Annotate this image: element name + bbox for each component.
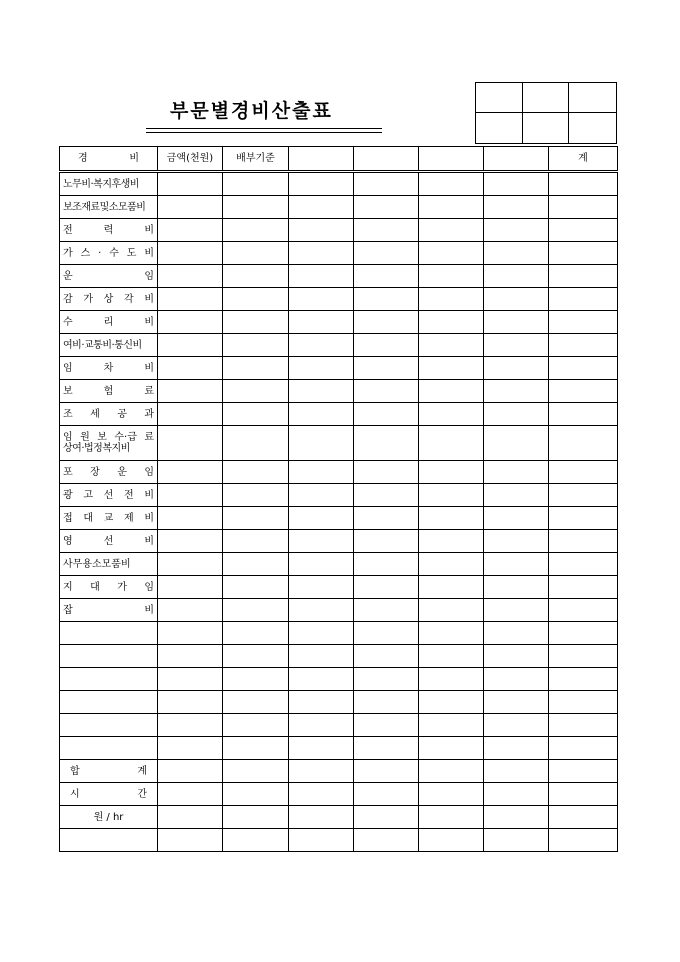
table-cell[interactable] [484, 668, 549, 691]
table-row-empty [60, 668, 618, 691]
table-row [60, 507, 618, 530]
table-cell[interactable] [354, 622, 419, 645]
table-cell[interactable] [223, 242, 289, 265]
table-cell[interactable] [419, 622, 484, 645]
table-cell[interactable] [549, 530, 618, 553]
table-row-empty [60, 622, 618, 645]
table-cell[interactable] [484, 645, 549, 668]
table-cell[interactable] [223, 426, 289, 461]
table-row [60, 242, 618, 265]
table-cell[interactable] [419, 461, 484, 484]
table-cell[interactable] [549, 380, 618, 403]
table-cell[interactable] [158, 507, 223, 530]
table-cell[interactable] [354, 334, 419, 357]
table-cell[interactable] [484, 288, 549, 311]
table-cell[interactable] [549, 806, 618, 829]
table-cell[interactable] [484, 576, 549, 599]
table-cell[interactable] [549, 484, 618, 507]
table-cell[interactable] [419, 599, 484, 622]
table-cell[interactable] [158, 530, 223, 553]
table-cell[interactable] [223, 507, 289, 530]
table-row-empty [60, 737, 618, 760]
table-cell[interactable] [289, 242, 354, 265]
table-row [60, 288, 618, 311]
table-cell[interactable] [223, 760, 289, 783]
table-cell[interactable] [289, 645, 354, 668]
table-cell[interactable] [354, 530, 419, 553]
table-cell[interactable] [549, 403, 618, 426]
table-cell[interactable] [158, 172, 223, 196]
per-hour-row [60, 806, 618, 829]
table-cell[interactable] [60, 645, 158, 668]
table-cell[interactable] [419, 714, 484, 737]
table-row-empty [60, 714, 618, 737]
header-row [60, 147, 618, 172]
table-cell[interactable] [223, 288, 289, 311]
approval-cell[interactable] [569, 113, 616, 143]
table-cell[interactable] [419, 783, 484, 806]
table-cell[interactable] [354, 311, 419, 334]
table-cell[interactable] [223, 403, 289, 426]
table-cell[interactable] [289, 668, 354, 691]
table-cell[interactable] [354, 265, 419, 288]
table-cell[interactable] [158, 783, 223, 806]
table-cell[interactable] [158, 622, 223, 645]
table-cell[interactable] [549, 599, 618, 622]
table-cell[interactable] [354, 691, 419, 714]
row-label: 보 험 료 [60, 380, 158, 403]
approval-cell[interactable] [476, 83, 523, 113]
table-cell[interactable] [158, 311, 223, 334]
table-cell[interactable] [549, 288, 618, 311]
table-cell[interactable] [354, 484, 419, 507]
table-cell[interactable] [419, 691, 484, 714]
table-cell[interactable] [419, 172, 484, 196]
hours-label: 시 간 [60, 783, 158, 806]
row-label-line: 상여·법정복지비 [63, 443, 130, 454]
table-cell[interactable] [60, 691, 158, 714]
row-label: 접 대 교 제 비 [60, 507, 158, 530]
table-cell[interactable] [549, 219, 618, 242]
table-cell[interactable] [484, 737, 549, 760]
table-cell[interactable] [484, 172, 549, 196]
header-expense: 경 비 [60, 147, 158, 172]
table-cell[interactable] [354, 380, 419, 403]
table-cell[interactable] [289, 806, 354, 829]
table-row [60, 484, 618, 507]
table-cell[interactable] [223, 219, 289, 242]
table-row [60, 311, 618, 334]
header-dept[interactable] [419, 147, 484, 172]
table-cell[interactable] [60, 737, 158, 760]
row-label: 감 가 상 각 비 [60, 288, 158, 311]
table-cell[interactable] [223, 530, 289, 553]
table-cell[interactable] [484, 507, 549, 530]
table-cell[interactable] [484, 461, 549, 484]
table-row [60, 196, 618, 219]
table-cell[interactable] [158, 760, 223, 783]
table-cell[interactable] [223, 172, 289, 196]
table-row [60, 530, 618, 553]
row-label: 영 선 비 [60, 530, 158, 553]
table-cell[interactable] [419, 265, 484, 288]
table-cell[interactable] [354, 668, 419, 691]
table-cell[interactable] [158, 553, 223, 576]
table-cell[interactable] [158, 484, 223, 507]
table-cell[interactable] [289, 311, 354, 334]
header-amount: 금액(천원) [158, 147, 223, 172]
row-label-line: 임 원 보 수·급 료 [63, 432, 154, 443]
title-double-underline [146, 128, 382, 133]
table-cell[interactable] [484, 829, 549, 852]
table-cell[interactable] [354, 576, 419, 599]
table-cell[interactable] [158, 691, 223, 714]
table-cell[interactable] [223, 829, 289, 852]
table-cell[interactable] [223, 334, 289, 357]
table-cell[interactable] [158, 196, 223, 219]
table-cell[interactable] [158, 737, 223, 760]
table-cell[interactable] [289, 507, 354, 530]
table-cell[interactable] [289, 760, 354, 783]
table-cell[interactable] [354, 645, 419, 668]
table-cell[interactable] [419, 357, 484, 380]
table-cell[interactable] [419, 288, 484, 311]
table-cell[interactable] [289, 530, 354, 553]
table-cell[interactable] [354, 599, 419, 622]
table-cell[interactable] [223, 265, 289, 288]
table-cell[interactable] [354, 288, 419, 311]
table-row [60, 334, 618, 357]
table-cell[interactable] [419, 530, 484, 553]
approval-cell[interactable] [523, 83, 570, 113]
table-cell[interactable] [419, 576, 484, 599]
per-hour-label: 원 / hr [60, 806, 158, 829]
table-cell[interactable] [223, 576, 289, 599]
table-cell[interactable] [549, 242, 618, 265]
table-cell[interactable] [158, 599, 223, 622]
row-label: 사무용소모품비 [60, 553, 158, 576]
table-cell[interactable] [419, 242, 484, 265]
table-cell[interactable] [549, 691, 618, 714]
table-row-empty [60, 829, 618, 852]
table-cell[interactable] [223, 645, 289, 668]
table-cell[interactable] [223, 714, 289, 737]
table-cell[interactable] [484, 783, 549, 806]
row-label: 잡 비 [60, 599, 158, 622]
table-row [60, 403, 618, 426]
table-cell[interactable] [289, 172, 354, 196]
table-cell[interactable] [289, 737, 354, 760]
table-cell[interactable] [549, 760, 618, 783]
table-cell[interactable] [289, 576, 354, 599]
table-cell[interactable] [419, 737, 484, 760]
table-cell[interactable] [289, 403, 354, 426]
table-row [60, 461, 618, 484]
hours-row [60, 783, 618, 806]
header-dept[interactable] [354, 147, 419, 172]
table-cell[interactable] [354, 737, 419, 760]
table-cell[interactable] [484, 691, 549, 714]
table-cell[interactable] [484, 426, 549, 461]
table-cell[interactable] [223, 599, 289, 622]
table-row [60, 219, 618, 242]
table-cell[interactable] [549, 461, 618, 484]
table-cell[interactable] [354, 461, 419, 484]
table-cell[interactable] [354, 172, 419, 196]
table-cell[interactable] [419, 668, 484, 691]
row-label: 보조재료및소모품비 [60, 196, 158, 219]
table-cell[interactable] [60, 829, 158, 852]
row-label: 여비·교통비·통신비 [60, 334, 158, 357]
table-cell[interactable] [419, 507, 484, 530]
table-cell[interactable] [158, 380, 223, 403]
table-cell[interactable] [158, 806, 223, 829]
table-cell[interactable] [354, 196, 419, 219]
table-cell[interactable] [484, 380, 549, 403]
table-cell[interactable] [158, 357, 223, 380]
table-cell[interactable] [419, 426, 484, 461]
table-cell[interactable] [289, 380, 354, 403]
table-row [60, 576, 618, 599]
table-row-empty [60, 691, 618, 714]
table-cell[interactable] [223, 622, 289, 645]
table-cell[interactable] [549, 714, 618, 737]
table-cell[interactable] [419, 196, 484, 219]
table-cell[interactable] [158, 219, 223, 242]
table-cell[interactable] [158, 461, 223, 484]
table-cell[interactable] [158, 334, 223, 357]
table-cell[interactable] [289, 334, 354, 357]
table-cell[interactable] [549, 426, 618, 461]
table-cell[interactable] [289, 829, 354, 852]
table-cell[interactable] [223, 668, 289, 691]
table-cell[interactable] [549, 737, 618, 760]
table-cell[interactable] [289, 219, 354, 242]
table-cell[interactable] [158, 403, 223, 426]
table-cell[interactable] [223, 380, 289, 403]
table-cell[interactable] [289, 426, 354, 461]
row-label: 수 리 비 [60, 311, 158, 334]
header-total: 계 [549, 147, 618, 172]
table-cell[interactable] [289, 196, 354, 219]
table-row [60, 426, 618, 461]
table-cell[interactable] [158, 242, 223, 265]
table-cell[interactable] [158, 829, 223, 852]
table-row [60, 599, 618, 622]
table-cell[interactable] [484, 484, 549, 507]
table-row [60, 357, 618, 380]
table-cell[interactable] [419, 645, 484, 668]
table-cell[interactable] [223, 484, 289, 507]
table-cell[interactable] [223, 783, 289, 806]
table-cell[interactable] [289, 288, 354, 311]
table-cell[interactable] [549, 311, 618, 334]
table-cell[interactable] [223, 461, 289, 484]
row-label: 조 세 공 과 [60, 403, 158, 426]
table-cell[interactable] [484, 242, 549, 265]
table-cell[interactable] [549, 172, 618, 196]
table-cell[interactable] [549, 196, 618, 219]
table-cell[interactable] [484, 334, 549, 357]
table-cell[interactable] [419, 334, 484, 357]
table-cell[interactable] [484, 714, 549, 737]
table-cell[interactable] [549, 357, 618, 380]
table-cell[interactable] [419, 219, 484, 242]
table-cell[interactable] [158, 426, 223, 461]
table-cell[interactable] [223, 737, 289, 760]
table-cell[interactable] [158, 265, 223, 288]
table-cell[interactable] [484, 196, 549, 219]
approval-cell[interactable] [523, 113, 570, 143]
row-label: 전 력 비 [60, 219, 158, 242]
table-cell[interactable] [354, 829, 419, 852]
table-cell[interactable] [289, 461, 354, 484]
table-cell[interactable] [289, 265, 354, 288]
table-cell[interactable] [354, 219, 419, 242]
table-cell[interactable] [289, 691, 354, 714]
table-cell[interactable] [484, 760, 549, 783]
table-cell[interactable] [419, 553, 484, 576]
table-cell[interactable] [549, 622, 618, 645]
table-cell[interactable] [549, 783, 618, 806]
table-cell[interactable] [60, 622, 158, 645]
header-dept[interactable] [289, 147, 354, 172]
table-cell[interactable] [354, 806, 419, 829]
table-cell[interactable] [289, 484, 354, 507]
table-cell[interactable] [419, 760, 484, 783]
table-cell[interactable] [158, 576, 223, 599]
table-cell[interactable] [60, 668, 158, 691]
row-label: 임 차 비 [60, 357, 158, 380]
table-cell[interactable] [419, 380, 484, 403]
table-cell[interactable] [419, 806, 484, 829]
approval-box [475, 82, 617, 144]
row-label: 광 고 선 전 비 [60, 484, 158, 507]
table-cell[interactable] [354, 426, 419, 461]
header-allocation-basis: 배부기준 [223, 147, 289, 172]
table-cell[interactable] [484, 219, 549, 242]
total-row [60, 760, 618, 783]
table-cell[interactable] [60, 714, 158, 737]
table-cell[interactable] [223, 806, 289, 829]
table-row [60, 380, 618, 403]
table-cell[interactable] [484, 622, 549, 645]
table-cell[interactable] [289, 553, 354, 576]
approval-cell[interactable] [476, 113, 523, 143]
table-cell[interactable] [484, 599, 549, 622]
table-cell[interactable] [419, 311, 484, 334]
table-cell[interactable] [223, 196, 289, 219]
total-label: 합 계 [60, 760, 158, 783]
row-label: 운 임 [60, 265, 158, 288]
table-cell[interactable] [223, 311, 289, 334]
row-label: 가 스 · 수 도 비 [60, 242, 158, 265]
table-row [60, 553, 618, 576]
table-cell[interactable] [354, 357, 419, 380]
approval-cell[interactable] [569, 83, 616, 113]
table-cell[interactable] [549, 576, 618, 599]
table-cell[interactable] [354, 553, 419, 576]
table-cell[interactable] [419, 829, 484, 852]
table-cell[interactable] [158, 714, 223, 737]
table-cell[interactable] [549, 265, 618, 288]
table-cell[interactable] [419, 403, 484, 426]
table-cell[interactable] [289, 357, 354, 380]
table-cell[interactable] [158, 668, 223, 691]
header-dept[interactable] [484, 147, 549, 172]
table-cell[interactable] [158, 288, 223, 311]
table-cell[interactable] [223, 357, 289, 380]
table-cell[interactable] [223, 691, 289, 714]
table-cell[interactable] [354, 714, 419, 737]
table-cell[interactable] [549, 645, 618, 668]
table-cell[interactable] [289, 714, 354, 737]
table-cell[interactable] [158, 645, 223, 668]
table-cell[interactable] [484, 403, 549, 426]
table-cell[interactable] [549, 507, 618, 530]
table-cell[interactable] [484, 530, 549, 553]
table-cell[interactable] [549, 334, 618, 357]
row-label [60, 426, 158, 461]
table-cell[interactable] [289, 599, 354, 622]
page-title: 부문별경비산출표 [170, 100, 333, 122]
table-cell[interactable] [484, 357, 549, 380]
row-label: 지 대 가 임 [60, 576, 158, 599]
table-cell[interactable] [289, 783, 354, 806]
table-cell[interactable] [484, 265, 549, 288]
table-cell[interactable] [549, 553, 618, 576]
row-label: 노무비·복지후생비 [60, 172, 158, 196]
expense-table [59, 146, 618, 852]
table-cell[interactable] [484, 553, 549, 576]
table-row [60, 265, 618, 288]
table-cell[interactable] [354, 507, 419, 530]
table-row-empty [60, 645, 618, 668]
table-cell[interactable] [549, 668, 618, 691]
table-cell[interactable] [484, 806, 549, 829]
table-row [60, 172, 618, 196]
table-cell[interactable] [549, 829, 618, 852]
table-cell[interactable] [354, 403, 419, 426]
table-cell[interactable] [223, 553, 289, 576]
table-cell[interactable] [354, 760, 419, 783]
table-cell[interactable] [289, 622, 354, 645]
table-cell[interactable] [484, 311, 549, 334]
table-cell[interactable] [354, 783, 419, 806]
row-label: 포 장 운 임 [60, 461, 158, 484]
table-cell[interactable] [354, 242, 419, 265]
table-cell[interactable] [419, 484, 484, 507]
